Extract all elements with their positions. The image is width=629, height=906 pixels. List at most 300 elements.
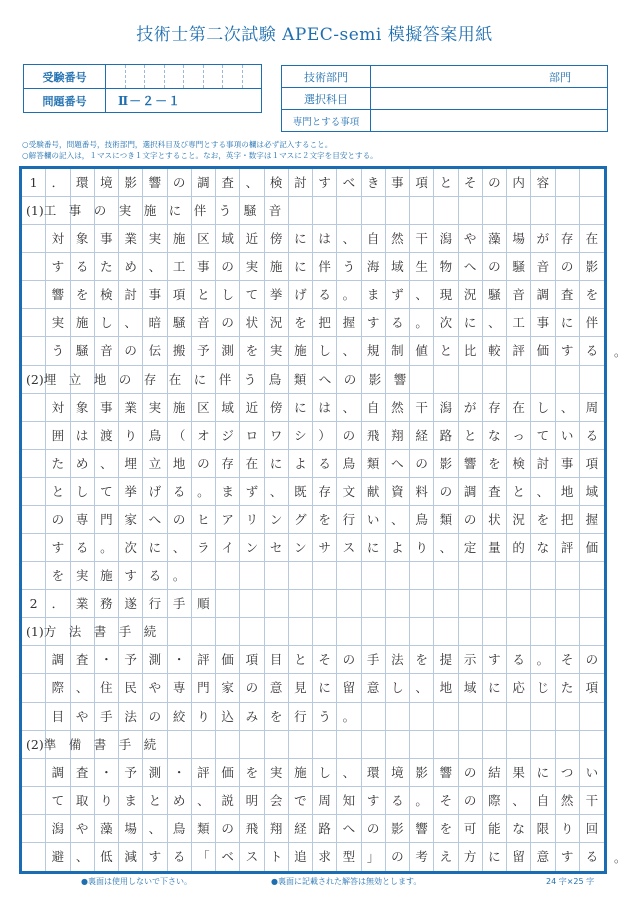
grid-cell[interactable]: て xyxy=(240,281,264,309)
grid-cell[interactable] xyxy=(386,731,410,759)
grid-cell[interactable]: 象 xyxy=(71,394,95,422)
grid-cell[interactable] xyxy=(362,590,386,618)
grid-cell[interactable] xyxy=(434,731,458,759)
grid-cell[interactable]: 環 xyxy=(362,759,386,787)
grid-cell[interactable] xyxy=(507,618,531,646)
grid-cell[interactable]: 施 xyxy=(168,225,192,253)
grid-cell[interactable]: 住 xyxy=(95,674,119,702)
grid-cell[interactable]: 類 xyxy=(192,815,216,843)
grid-cell[interactable]: 順 xyxy=(192,590,216,618)
grid-cell[interactable]: の xyxy=(434,478,458,506)
grid-cell[interactable] xyxy=(240,590,264,618)
grid-cell[interactable] xyxy=(216,562,240,590)
grid-cell[interactable]: の xyxy=(410,450,434,478)
grid-cell[interactable]: 「 xyxy=(192,843,216,871)
grid-cell[interactable]: じ xyxy=(531,674,555,702)
grid-cell[interactable] xyxy=(556,731,580,759)
grid-cell[interactable]: ロ xyxy=(240,422,264,450)
grid-cell[interactable]: 事 xyxy=(556,450,580,478)
grid-cell[interactable]: サ xyxy=(313,534,337,562)
grid-cell[interactable] xyxy=(556,618,580,646)
grid-cell[interactable]: そ xyxy=(313,646,337,674)
grid-cell[interactable]: 測 xyxy=(143,759,167,787)
grid-cell[interactable]: す xyxy=(46,534,70,562)
grid-cell[interactable]: 影 xyxy=(580,253,604,281)
grid-cell[interactable]: ス xyxy=(240,843,264,871)
grid-cell[interactable] xyxy=(580,169,604,197)
grid-cell[interactable]: よ xyxy=(289,450,313,478)
grid-cell[interactable]: 近 xyxy=(240,225,264,253)
grid-cell[interactable] xyxy=(483,562,507,590)
grid-cell[interactable]: や xyxy=(143,674,167,702)
grid-cell[interactable] xyxy=(289,731,313,759)
grid-cell[interactable]: 潟 xyxy=(46,815,70,843)
grid-cell[interactable]: 目 xyxy=(265,646,289,674)
grid-cell[interactable]: 専 xyxy=(71,506,95,534)
grid-cell[interactable]: 追 xyxy=(289,843,313,871)
grid-cell[interactable]: ） xyxy=(313,422,337,450)
grid-cell[interactable]: し xyxy=(531,394,555,422)
grid-cell[interactable]: は xyxy=(313,225,337,253)
grid-cell[interactable]: め xyxy=(119,253,143,281)
grid-cell[interactable]: な xyxy=(483,422,507,450)
grid-cell[interactable] xyxy=(483,703,507,731)
grid-cell[interactable]: 騒 xyxy=(168,309,192,337)
grid-cell[interactable] xyxy=(313,590,337,618)
grid-cell[interactable]: イ xyxy=(216,534,240,562)
grid-cell[interactable]: し xyxy=(313,337,337,365)
grid-cell[interactable]: 工 xyxy=(168,253,192,281)
grid-cell[interactable] xyxy=(483,197,507,225)
grid-cell[interactable]: 伴 xyxy=(313,253,337,281)
grid-cell[interactable] xyxy=(507,197,531,225)
grid-cell[interactable]: 、 xyxy=(119,309,143,337)
grid-cell[interactable]: 評 xyxy=(556,534,580,562)
grid-cell[interactable]: 家 xyxy=(119,506,143,534)
grid-cell[interactable]: と xyxy=(192,281,216,309)
grid-cell[interactable]: 、 xyxy=(71,843,95,871)
grid-cell[interactable]: 翔 xyxy=(265,815,289,843)
grid-cell[interactable]: 施 xyxy=(168,394,192,422)
grid-cell[interactable]: 施 xyxy=(95,562,119,590)
grid-cell[interactable]: 制 xyxy=(386,337,410,365)
grid-cell[interactable]: 飛 xyxy=(240,815,264,843)
grid-cell[interactable] xyxy=(459,366,483,394)
grid-cell[interactable]: 予 xyxy=(119,646,143,674)
grid-cell[interactable]: へ xyxy=(386,450,410,478)
grid-cell[interactable]: 伝 xyxy=(143,337,167,365)
grid-cell[interactable]: ． xyxy=(46,169,70,197)
grid-cell[interactable]: 類 xyxy=(434,506,458,534)
grid-cell[interactable]: 価 xyxy=(216,646,240,674)
grid-cell[interactable]: に xyxy=(289,225,313,253)
grid-cell[interactable]: 、 xyxy=(337,394,361,422)
grid-cell[interactable] xyxy=(362,618,386,646)
grid-cell[interactable] xyxy=(507,590,531,618)
grid-cell[interactable] xyxy=(483,618,507,646)
grid-cell[interactable]: 、 xyxy=(531,478,555,506)
grid-cell[interactable]: 鳥 xyxy=(143,422,167,450)
grid-cell[interactable]: 響 xyxy=(410,815,434,843)
grid-cell[interactable]: の xyxy=(556,253,580,281)
grid-cell[interactable]: み xyxy=(240,703,264,731)
grid-cell[interactable] xyxy=(580,197,604,225)
grid-cell[interactable]: 状 xyxy=(240,309,264,337)
grid-cell[interactable] xyxy=(289,197,313,225)
grid-cell[interactable]: る xyxy=(168,843,192,871)
grid-cell[interactable]: り xyxy=(556,815,580,843)
grid-cell[interactable]: 査 xyxy=(556,281,580,309)
grid-cell[interactable]: 象 xyxy=(71,225,95,253)
grid-cell[interactable]: ま xyxy=(362,281,386,309)
grid-cell[interactable]: 自 xyxy=(531,787,555,815)
grid-cell[interactable] xyxy=(192,562,216,590)
grid-cell[interactable]: 提 xyxy=(434,646,458,674)
grid-cell[interactable] xyxy=(459,731,483,759)
grid-cell[interactable]: に xyxy=(531,759,555,787)
grid-cell[interactable]: 、 xyxy=(265,478,289,506)
grid-cell[interactable] xyxy=(483,731,507,759)
grid-cell[interactable]: 法 xyxy=(119,703,143,731)
grid-cell[interactable] xyxy=(22,703,46,731)
grid-cell[interactable]: の xyxy=(216,309,240,337)
grid-cell[interactable]: 明 xyxy=(240,787,264,815)
grid-cell[interactable]: 事 xyxy=(386,169,410,197)
grid-cell[interactable]: え xyxy=(434,843,458,871)
grid-cell[interactable] xyxy=(265,731,289,759)
grid-cell[interactable] xyxy=(240,731,264,759)
grid-cell[interactable]: い xyxy=(362,506,386,534)
grid-cell[interactable]: と xyxy=(46,478,70,506)
grid-cell[interactable]: 自 xyxy=(362,394,386,422)
grid-cell[interactable]: の xyxy=(168,169,192,197)
grid-cell[interactable]: 文 xyxy=(337,478,361,506)
grid-cell[interactable] xyxy=(22,759,46,787)
grid-cell[interactable]: し xyxy=(313,759,337,787)
grid-cell[interactable]: グ xyxy=(289,506,313,534)
grid-cell[interactable]: 項 xyxy=(240,646,264,674)
grid-cell[interactable]: ． xyxy=(46,590,70,618)
grid-cell[interactable]: 埋 xyxy=(119,450,143,478)
grid-cell[interactable]: が xyxy=(459,394,483,422)
grid-cell[interactable]: た xyxy=(46,450,70,478)
grid-cell[interactable]: の xyxy=(46,506,70,534)
grid-cell[interactable]: 、 xyxy=(337,337,361,365)
grid-cell[interactable]: 意 xyxy=(531,843,555,871)
grid-cell[interactable]: し xyxy=(386,674,410,702)
grid-cell[interactable]: 域 xyxy=(580,478,604,506)
grid-cell[interactable]: 施 xyxy=(289,337,313,365)
grid-cell[interactable]: 価 xyxy=(531,337,555,365)
grid-cell[interactable] xyxy=(410,197,434,225)
grid-cell[interactable]: 、 xyxy=(556,394,580,422)
grid-cell[interactable] xyxy=(289,562,313,590)
grid-cell[interactable] xyxy=(531,366,555,394)
grid-cell[interactable]: し xyxy=(95,309,119,337)
grid-cell[interactable]: 事 xyxy=(95,394,119,422)
grid-cell[interactable]: 調 xyxy=(46,646,70,674)
grid-cell[interactable]: 留 xyxy=(337,674,361,702)
grid-cell[interactable] xyxy=(580,731,604,759)
grid-cell[interactable]: の xyxy=(240,674,264,702)
grid-cell[interactable]: 施 xyxy=(289,759,313,787)
grid-cell[interactable]: の xyxy=(483,253,507,281)
grid-cell[interactable]: 遂 xyxy=(119,590,143,618)
grid-cell[interactable]: 較 xyxy=(483,337,507,365)
grid-cell[interactable]: る xyxy=(386,309,410,337)
grid-cell[interactable]: 潟 xyxy=(434,394,458,422)
grid-cell[interactable]: す xyxy=(119,562,143,590)
grid-cell[interactable]: や xyxy=(459,225,483,253)
grid-cell[interactable]: に xyxy=(483,674,507,702)
grid-cell[interactable] xyxy=(434,197,458,225)
grid-cell[interactable] xyxy=(22,422,46,450)
grid-cell[interactable]: 留 xyxy=(507,843,531,871)
grid-cell[interactable]: 藻 xyxy=(483,225,507,253)
grid-cell[interactable] xyxy=(580,703,604,731)
grid-cell[interactable] xyxy=(531,703,555,731)
grid-cell[interactable]: 音 xyxy=(192,309,216,337)
grid-cell[interactable]: ン xyxy=(289,534,313,562)
grid-cell[interactable]: の xyxy=(192,450,216,478)
grid-cell[interactable]: を xyxy=(483,450,507,478)
grid-cell[interactable]: 、 xyxy=(168,534,192,562)
grid-cell[interactable]: 傍 xyxy=(265,225,289,253)
grid-cell[interactable] xyxy=(289,618,313,646)
grid-cell[interactable]: 、 xyxy=(192,787,216,815)
grid-cell[interactable]: 。 xyxy=(95,534,119,562)
grid-cell[interactable] xyxy=(459,618,483,646)
grid-cell[interactable]: 場 xyxy=(119,815,143,843)
grid-cell[interactable]: 検 xyxy=(95,281,119,309)
grid-cell[interactable]: 存 xyxy=(216,450,240,478)
grid-cell[interactable] xyxy=(22,646,46,674)
grid-cell[interactable] xyxy=(531,197,555,225)
grid-cell[interactable]: す xyxy=(483,646,507,674)
grid-cell[interactable]: 値 xyxy=(410,337,434,365)
grid-cell[interactable]: の xyxy=(119,337,143,365)
grid-cell[interactable] xyxy=(265,590,289,618)
grid-cell[interactable] xyxy=(337,731,361,759)
grid-cell[interactable]: を xyxy=(240,759,264,787)
grid-cell[interactable]: セ xyxy=(265,534,289,562)
grid-cell[interactable]: 、 xyxy=(337,225,361,253)
grid-cell[interactable] xyxy=(337,590,361,618)
grid-cell[interactable]: ま xyxy=(216,478,240,506)
grid-cell[interactable]: 、 xyxy=(240,169,264,197)
grid-cell[interactable] xyxy=(410,703,434,731)
department-field[interactable] xyxy=(371,66,608,88)
grid-cell[interactable]: 囲 xyxy=(46,422,70,450)
grid-cell[interactable]: 込 xyxy=(216,703,240,731)
grid-cell[interactable] xyxy=(531,618,555,646)
grid-cell[interactable]: ン xyxy=(265,506,289,534)
grid-cell[interactable]: に xyxy=(556,309,580,337)
grid-cell[interactable]: 況 xyxy=(459,281,483,309)
grid-cell[interactable]: 項 xyxy=(410,169,434,197)
grid-cell[interactable]: 、 xyxy=(507,787,531,815)
grid-cell[interactable]: 鳥 xyxy=(337,450,361,478)
grid-cell[interactable]: 討 xyxy=(531,450,555,478)
grid-cell[interactable]: 翔 xyxy=(386,422,410,450)
grid-cell[interactable]: 然 xyxy=(386,394,410,422)
grid-cell[interactable]: 在 xyxy=(240,450,264,478)
grid-cell[interactable]: 地 xyxy=(168,450,192,478)
answer-grid[interactable] xyxy=(19,166,607,874)
grid-cell[interactable]: 際 xyxy=(483,787,507,815)
grid-cell[interactable]: 評 xyxy=(507,337,531,365)
grid-cell[interactable]: 。 xyxy=(337,281,361,309)
grid-cell[interactable]: り xyxy=(95,787,119,815)
grid-cell[interactable]: に xyxy=(143,534,167,562)
grid-cell[interactable]: 意 xyxy=(265,674,289,702)
grid-cell[interactable]: 。 xyxy=(168,562,192,590)
grid-cell[interactable]: 査 xyxy=(71,759,95,787)
grid-cell[interactable] xyxy=(240,562,264,590)
grid-cell[interactable]: 施 xyxy=(265,253,289,281)
grid-cell[interactable]: 環 xyxy=(71,169,95,197)
grid-cell[interactable]: 法 xyxy=(386,646,410,674)
grid-cell[interactable]: は xyxy=(71,422,95,450)
grid-cell[interactable] xyxy=(386,618,410,646)
grid-cell[interactable]: 手 xyxy=(362,646,386,674)
grid-cell[interactable]: 業 xyxy=(71,590,95,618)
grid-cell[interactable]: 1 xyxy=(22,169,46,197)
grid-cell[interactable]: 家 xyxy=(216,674,240,702)
grid-cell[interactable]: 海 xyxy=(362,253,386,281)
grid-cell[interactable]: 実 xyxy=(143,394,167,422)
grid-cell[interactable]: ず xyxy=(240,478,264,506)
grid-cell[interactable]: 次 xyxy=(434,309,458,337)
grid-cell[interactable] xyxy=(22,337,46,365)
grid-cell[interactable]: 域 xyxy=(216,394,240,422)
grid-cell[interactable]: 生 xyxy=(410,253,434,281)
grid-cell[interactable]: 実 xyxy=(71,562,95,590)
grid-cell[interactable]: 行 xyxy=(143,590,167,618)
grid-cell[interactable]: 示 xyxy=(459,646,483,674)
grid-cell[interactable] xyxy=(337,618,361,646)
grid-cell[interactable]: 検 xyxy=(507,450,531,478)
grid-cell[interactable]: 」 xyxy=(362,843,386,871)
grid-cell[interactable]: 干 xyxy=(410,225,434,253)
grid-cell[interactable] xyxy=(483,366,507,394)
grid-cell[interactable]: を xyxy=(265,703,289,731)
grid-cell[interactable]: 影 xyxy=(119,169,143,197)
grid-cell[interactable]: 周 xyxy=(313,787,337,815)
grid-cell[interactable] xyxy=(313,197,337,225)
grid-cell[interactable]: 響 xyxy=(459,450,483,478)
grid-cell[interactable]: す xyxy=(362,309,386,337)
grid-cell[interactable]: や xyxy=(71,703,95,731)
grid-cell[interactable]: 干 xyxy=(580,787,604,815)
grid-cell[interactable]: 飛 xyxy=(362,422,386,450)
grid-cell[interactable]: 搬 xyxy=(168,337,192,365)
grid-cell[interactable]: は xyxy=(313,394,337,422)
grid-cell[interactable]: 実 xyxy=(240,253,264,281)
grid-cell[interactable]: 規 xyxy=(362,337,386,365)
grid-cell[interactable]: げ xyxy=(289,281,313,309)
grid-cell[interactable]: を xyxy=(313,506,337,534)
grid-cell[interactable]: 査 xyxy=(483,478,507,506)
grid-cell[interactable]: を xyxy=(289,309,313,337)
grid-cell[interactable]: 果 xyxy=(507,759,531,787)
grid-cell[interactable]: 、 xyxy=(71,674,95,702)
grid-cell[interactable]: 容 xyxy=(531,169,555,197)
grid-cell[interactable]: 把 xyxy=(556,506,580,534)
grid-cell[interactable]: 定 xyxy=(459,534,483,562)
grid-cell[interactable]: 絞 xyxy=(168,703,192,731)
grid-cell[interactable]: 調 xyxy=(46,759,70,787)
grid-cell[interactable] xyxy=(507,562,531,590)
grid-cell[interactable]: 減 xyxy=(119,843,143,871)
exam-number-field[interactable] xyxy=(106,65,262,89)
grid-cell[interactable]: 騒 xyxy=(483,281,507,309)
grid-cell[interactable]: 然 xyxy=(556,787,580,815)
grid-cell[interactable]: げ xyxy=(143,478,167,506)
grid-cell[interactable]: 回 xyxy=(580,815,604,843)
grid-cell[interactable]: 路 xyxy=(434,422,458,450)
grid-cell[interactable]: の xyxy=(216,253,240,281)
grid-cell[interactable]: 資 xyxy=(386,478,410,506)
grid-cell[interactable]: ラ xyxy=(192,534,216,562)
grid-cell[interactable]: め xyxy=(168,787,192,815)
grid-cell[interactable]: 在 xyxy=(507,394,531,422)
grid-cell[interactable]: 予 xyxy=(192,337,216,365)
grid-cell[interactable]: 予 xyxy=(119,759,143,787)
grid-cell[interactable]: 潟 xyxy=(434,225,458,253)
grid-cell[interactable]: る xyxy=(71,253,95,281)
grid-cell[interactable]: の xyxy=(580,646,604,674)
grid-cell[interactable]: 存 xyxy=(556,225,580,253)
grid-cell[interactable]: 手 xyxy=(95,703,119,731)
grid-cell[interactable]: （ xyxy=(168,422,192,450)
grid-cell[interactable]: 音 xyxy=(531,253,555,281)
grid-cell[interactable] xyxy=(362,197,386,225)
grid-cell[interactable]: を xyxy=(46,562,70,590)
grid-cell[interactable]: り xyxy=(410,534,434,562)
grid-cell[interactable]: 項 xyxy=(580,674,604,702)
grid-cell[interactable]: 存 xyxy=(313,478,337,506)
grid-cell[interactable]: と xyxy=(143,787,167,815)
grid-cell[interactable]: る xyxy=(71,534,95,562)
grid-cell[interactable]: る xyxy=(580,337,604,365)
grid-cell[interactable]: そ xyxy=(434,787,458,815)
grid-cell[interactable]: に xyxy=(362,534,386,562)
grid-cell[interactable] xyxy=(556,703,580,731)
grid-cell[interactable]: 、 xyxy=(337,759,361,787)
grid-cell[interactable]: が xyxy=(531,225,555,253)
grid-cell[interactable]: 影 xyxy=(386,815,410,843)
grid-cell[interactable]: 際 xyxy=(46,674,70,702)
grid-cell[interactable]: つ xyxy=(556,759,580,787)
grid-cell[interactable]: た xyxy=(556,674,580,702)
grid-cell[interactable]: の xyxy=(386,843,410,871)
grid-cell[interactable]: や xyxy=(71,815,95,843)
grid-cell[interactable]: に xyxy=(289,253,313,281)
grid-cell[interactable] xyxy=(459,562,483,590)
grid-cell[interactable]: 存 xyxy=(483,394,507,422)
grid-cell[interactable] xyxy=(22,787,46,815)
grid-cell[interactable]: な xyxy=(531,534,555,562)
grid-cell[interactable]: す xyxy=(556,337,580,365)
grid-cell[interactable] xyxy=(265,618,289,646)
grid-cell[interactable]: 、 xyxy=(434,534,458,562)
grid-cell[interactable] xyxy=(580,618,604,646)
grid-cell[interactable]: 渡 xyxy=(95,422,119,450)
grid-cell[interactable]: る xyxy=(580,422,604,450)
grid-cell[interactable]: て xyxy=(95,478,119,506)
grid-cell[interactable]: て xyxy=(46,787,70,815)
